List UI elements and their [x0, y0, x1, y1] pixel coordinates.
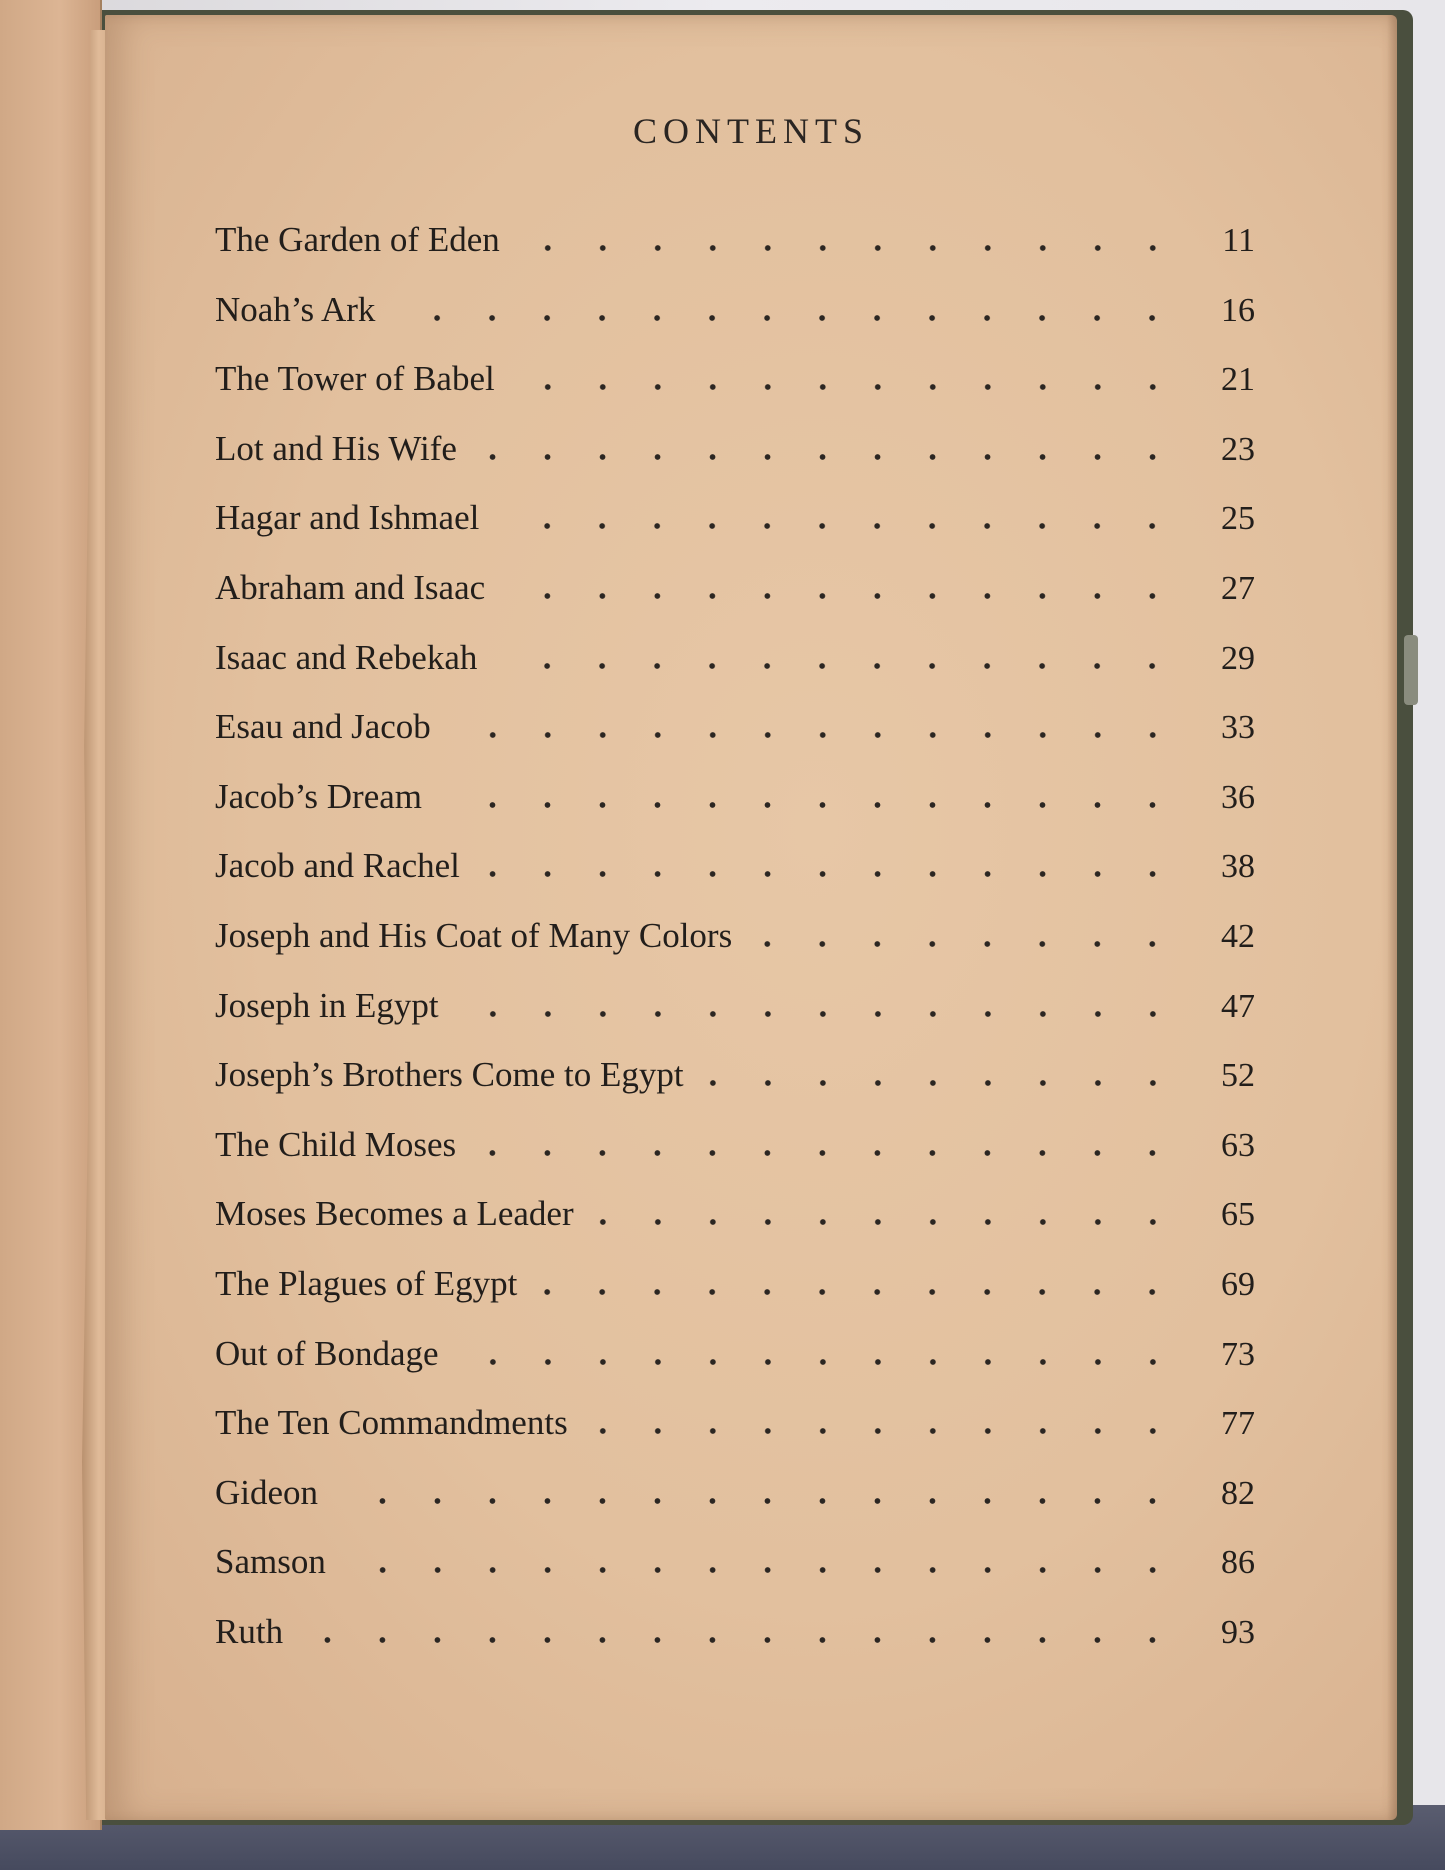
toc-entry-page: 77 [1221, 1405, 1255, 1443]
toc-entry [215, 1334, 1255, 1404]
toc-entry-title: The Tower of Babel [215, 359, 495, 399]
toc-entry-title: Jacob’s Dream [215, 776, 423, 816]
dot-leader [451, 732, 1180, 738]
toc-entry-title: Out of Bondage [215, 1333, 439, 1373]
toc-entry [215, 777, 1255, 847]
dot-leader [459, 1359, 1180, 1365]
dot-leader [459, 1011, 1180, 1017]
toc-entry-title: Lot and His Wife [215, 428, 457, 468]
toc-entry-page: 69 [1221, 1265, 1255, 1303]
toc-entry-page: 11 [1222, 222, 1255, 259]
dot-leader [395, 315, 1180, 321]
toc-entry-page: 93 [1221, 1613, 1255, 1651]
toc-entry [215, 1542, 1255, 1612]
toc-entry-page: 27 [1221, 569, 1255, 607]
table-of-contents [215, 220, 1255, 1681]
toc-entry-title: Hagar and Ishmael [215, 498, 480, 538]
toc-entry-title: Joseph in Egypt [215, 985, 439, 1025]
toc-entry [215, 1055, 1255, 1125]
page-edge-shadow [1387, 15, 1397, 1820]
toc-entry-title: The Child Moses [215, 1124, 457, 1164]
toc-entry [215, 1264, 1255, 1334]
dot-leader [537, 1289, 1180, 1295]
toc-entry [215, 568, 1255, 638]
dot-leader [338, 1498, 1180, 1504]
toc-entry-title: Gideon [215, 1472, 319, 1512]
toc-entry-page: 33 [1221, 709, 1255, 747]
toc-entry-page: 65 [1221, 1196, 1255, 1234]
dot-leader [505, 593, 1180, 599]
dot-leader [303, 1637, 1180, 1643]
toc-entry-title: The Garden of Eden [215, 220, 500, 259]
toc-entry-title: Isaac and Rebekah [215, 637, 478, 677]
toc-entry [215, 846, 1255, 916]
toc-entry [215, 638, 1255, 708]
toc-entry-page: 63 [1221, 1126, 1255, 1164]
toc-entry-title: Samson [215, 1542, 326, 1582]
dot-leader [480, 871, 1180, 877]
toc-entry-title: Moses Becomes a Leader [215, 1194, 574, 1234]
toc-entry [215, 1125, 1255, 1195]
toc-entry [215, 359, 1255, 429]
toc-entry-page: 25 [1221, 500, 1255, 538]
dot-leader [515, 384, 1180, 390]
toc-entry [215, 986, 1255, 1056]
dot-leader [520, 245, 1180, 251]
toc-entry-title: Jacob and Rachel [215, 846, 460, 886]
toc-entry-page: 73 [1221, 1335, 1255, 1373]
toc-entry [215, 916, 1255, 986]
toc-entry-page: 42 [1221, 917, 1255, 955]
toc-entry-page: 86 [1221, 1544, 1255, 1582]
toc-entry [215, 707, 1255, 777]
dot-leader [477, 454, 1180, 460]
contents-heading: CONTENTS [633, 111, 869, 151]
dot-leader [346, 1567, 1180, 1573]
toc-entry [215, 1403, 1255, 1473]
toc-entry-title: The Ten Commandments [215, 1403, 568, 1443]
toc-entry-title: Noah’s Ark [215, 289, 376, 329]
dot-leader [594, 1219, 1180, 1225]
toc-entry-title: Abraham and Isaac [215, 567, 486, 607]
dot-leader [497, 663, 1180, 669]
dot-leader [476, 1150, 1180, 1156]
toc-entry-page: 38 [1221, 848, 1255, 886]
toc-entry-page: 82 [1221, 1474, 1255, 1512]
toc-entry-title: Ruth [215, 1611, 284, 1651]
toc-entry-page: 21 [1221, 361, 1255, 399]
toc-entry [215, 1473, 1255, 1543]
dot-leader [752, 941, 1180, 947]
dot-leader [704, 1080, 1180, 1086]
toc-entry-title: Esau and Jacob [215, 707, 431, 747]
toc-entry [215, 1194, 1255, 1264]
toc-entry [215, 220, 1255, 290]
page-clip [1404, 635, 1418, 705]
toc-entry-title: Joseph’s Brothers Come to Egypt [215, 1055, 684, 1095]
toc-entry-page: 52 [1221, 1057, 1255, 1095]
toc-entry [215, 290, 1255, 360]
toc-entry-page: 16 [1221, 291, 1255, 329]
toc-entry [215, 498, 1255, 568]
toc-entry [215, 1612, 1255, 1682]
toc-entry-page: 23 [1221, 430, 1255, 468]
dot-leader [588, 1428, 1180, 1434]
toc-entry-title: The Plagues of Egypt [215, 1263, 518, 1303]
toc-entry-title: Joseph and His Coat of Many Colors [215, 915, 733, 955]
toc-entry-page: 47 [1221, 987, 1255, 1025]
toc-entry-page: 29 [1221, 639, 1255, 677]
toc-entry [215, 429, 1255, 499]
dot-leader [499, 523, 1180, 529]
dot-leader [442, 802, 1180, 808]
toc-entry-page: 36 [1221, 778, 1255, 816]
